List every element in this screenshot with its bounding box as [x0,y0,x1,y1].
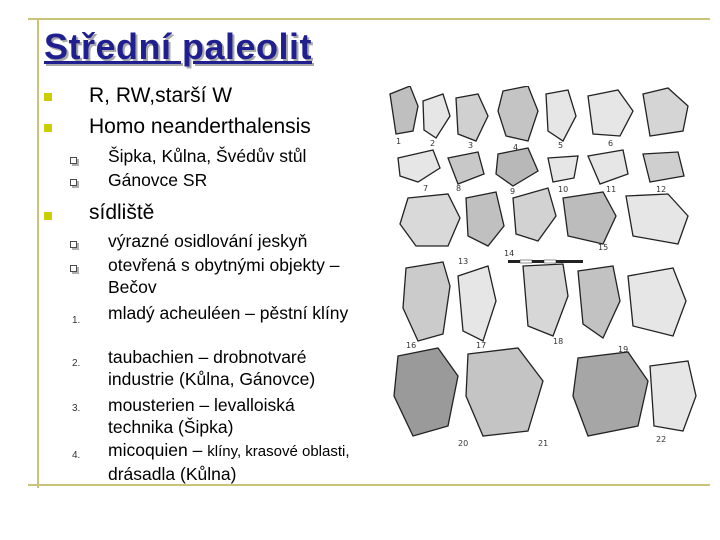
list-item-text-b: klíny, krasové oblasti, [207,443,350,460]
figure-label: 4 [513,143,519,152]
figure-label: 15 [598,243,609,252]
stone-tools-illustration [388,86,700,456]
figure-label: 11 [606,185,617,194]
list-number: 1. [72,315,81,326]
figure-label: 17 [476,341,487,350]
figure-label: 2 [430,139,436,148]
bullet-marker [44,124,52,132]
list-item-text-a: micoquien – [108,440,208,460]
sub-bullet-text: Šipka, Kůlna, Švédův stůl [108,146,307,166]
list-item-text: taubachien – drobnotvaré industrie (Kůlna, Gánovce) [108,347,316,389]
sub-bullet-marker [70,179,77,186]
figure-label: 1 [396,137,402,146]
scale-bar [508,260,583,263]
list-number: 2. [72,358,81,369]
frame-top-line [28,18,710,20]
sub-bullet-text: otevřená s obytnými objekty – Bečov [108,255,340,297]
sub-bullet-marker [70,241,77,248]
sub-bullet-marker [70,157,77,164]
bullet-marker [44,212,52,220]
list-number: 3. [72,403,81,414]
figure-label: 3 [468,141,474,150]
list-number: 4. [72,450,81,461]
figure-label: 9 [510,187,516,196]
list-item-text-c: drásadla (Kůlna) [108,464,237,484]
figure-label: 7 [423,184,429,193]
figure-label: 21 [538,439,549,448]
list-item-text: mladý acheuléen – pěstní klíny [108,303,349,323]
frame-left-line [37,18,39,488]
figure-label: 6 [608,139,614,148]
figure-label: 14 [504,249,515,258]
list-item-text [108,439,368,485]
sub-bullet-text: Gánovce SR [108,170,208,190]
figure-label: 8 [456,184,462,193]
bullet-text: sídliště [89,201,155,224]
figure-label: 20 [458,439,469,448]
slide-title: Střední paleolit [44,26,313,67]
bullet-text: Homo neanderthalensis [89,115,311,138]
sub-bullet-marker [70,265,77,272]
bullet-text: R, RW,starší W [89,84,233,107]
figure-label: 10 [558,185,569,194]
figure-label: 12 [656,185,667,194]
bullet-marker [44,93,52,101]
list-item-text: mousterien – levalloiská technika (Šipka) [108,395,295,437]
figure-label: 19 [618,345,629,354]
figure-label: 13 [458,257,469,266]
figure-label: 5 [558,141,564,150]
figure-label: 16 [406,341,417,350]
sub-bullet-text: výrazné osidlování jeskyň [108,231,308,251]
figure-label: 18 [553,337,564,346]
figure-label: 22 [656,435,667,444]
